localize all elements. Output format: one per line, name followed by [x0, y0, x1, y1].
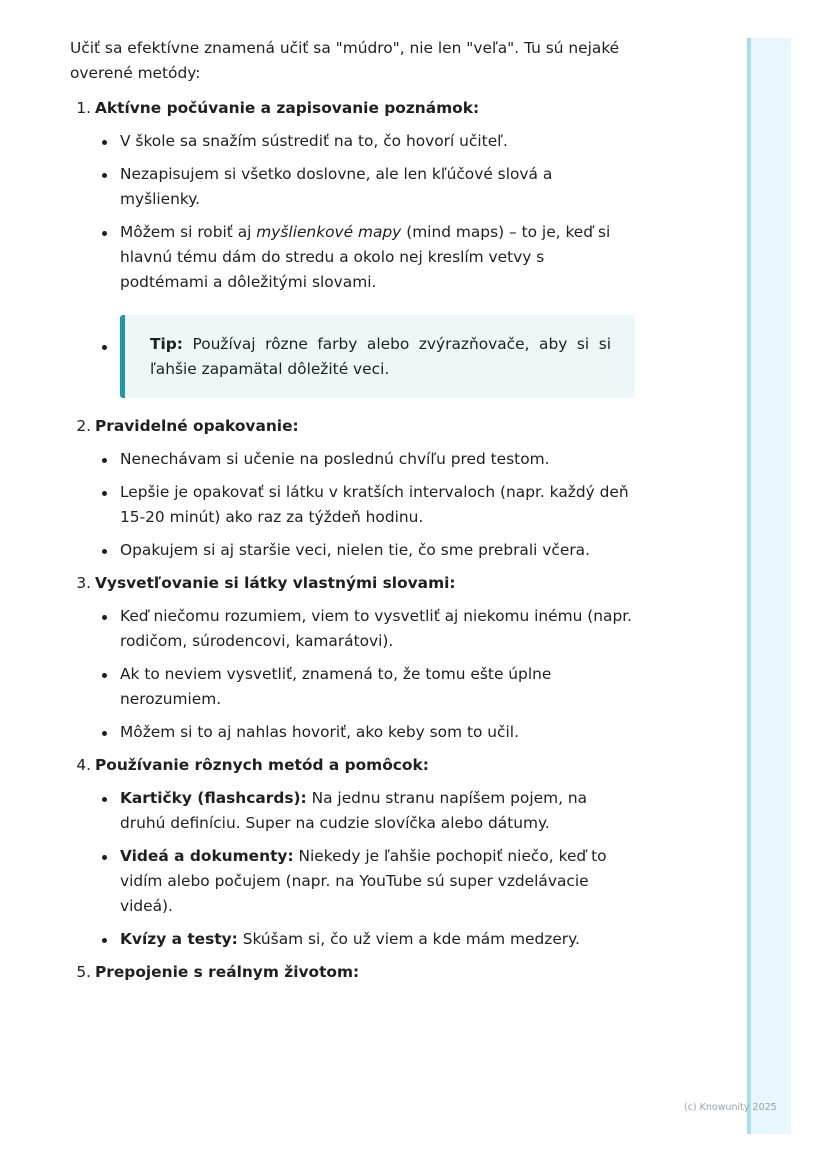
section-title: Pravidelné opakovanie: [95, 417, 299, 435]
bullet-text: Lepšie je opakovať si látku v kratších intervaloch (napr. každý deň 15-20 minút) ako raz za týždeň hodinu. [120, 483, 629, 526]
section-number: 4. [76, 756, 91, 774]
bullet-list [70, 129, 635, 398]
bullet-text: Nezapisujem si všetko doslovne, ale len kľúčové slová a myšlienky. [120, 165, 553, 208]
list-item [70, 844, 635, 919]
section-heading [70, 414, 635, 439]
bullet-icon [102, 345, 107, 350]
bullet-icon [102, 458, 107, 463]
bullet-icon [102, 673, 107, 678]
bullet-text: Skúšam si, čo už viem a kde mám medzery. [237, 930, 580, 948]
bullet-icon [102, 855, 107, 860]
bullet-lead: Kvízy a testy: [120, 930, 238, 948]
bullet-list [70, 604, 635, 745]
bullet-icon [102, 140, 107, 145]
section-number: 2. [76, 417, 91, 435]
bullet-text: V škole sa snažím sústrediť na to, čo hovorí učiteľ. [120, 132, 508, 150]
section-number: 5. [76, 963, 91, 981]
bullet-list [70, 447, 635, 563]
bullet-text: Niekedy je ľahšie pochopiť niečo, keď to vidím alebo počujem (napr. na YouTube sú super vzdelávacie videá). [120, 847, 607, 915]
methods-list [70, 96, 635, 985]
method-section [70, 96, 635, 398]
bullet-icon [102, 615, 107, 620]
tip-callout [120, 315, 635, 398]
page-side-strip [747, 38, 791, 1134]
section-heading [70, 753, 635, 778]
bullet-text: Ak to neviem vysvetliť, znamená to, že tomu ešte úplne nerozumiem. [120, 665, 552, 708]
method-section [70, 960, 635, 985]
list-item [70, 447, 635, 472]
bullet-icon [102, 549, 107, 554]
list-item [70, 162, 635, 212]
list-item [70, 129, 635, 154]
bullet-icon [102, 938, 107, 943]
bullet-text-start: Môžem si robiť aj [120, 223, 257, 241]
document-body [70, 36, 635, 993]
section-heading [70, 571, 635, 596]
section-title: Vysvetľovanie si látky vlastnými slovami: [95, 574, 456, 592]
list-item [70, 720, 635, 745]
section-heading [70, 96, 635, 121]
bullet-lead: Videá a dokumenty: [120, 847, 294, 865]
section-title: Prepojenie s reálnym životom: [95, 963, 360, 981]
section-title: Aktívne počúvanie a zapisovanie poznámok: [95, 99, 480, 117]
bullet-icon [102, 731, 107, 736]
section-number: 3. [76, 574, 91, 592]
list-item [70, 220, 635, 295]
tip-text: Používaj rôzne farby alebo zvýrazňovače, aby si si ľahšie zapamätal dôležité veci. [150, 335, 611, 378]
method-section [70, 414, 635, 563]
bullet-text: Keď niečomu rozumiem, viem to vysvetliť aj niekomu inému (napr. rodičom, súrodencovi, kamarátovi). [120, 607, 633, 650]
bullet-lead: Kartičky (flashcards): [120, 789, 307, 807]
bullet-icon [102, 231, 107, 236]
bullet-text: Opakujem si aj staršie veci, nielen tie, čo sme prebrali včera. [120, 541, 590, 559]
copyright-notice: (c) Knowunity 2025 [684, 1102, 777, 1113]
bullet-text: Môžem si to aj nahlas hovoriť, ako keby som to učil. [120, 723, 519, 741]
list-item [70, 927, 635, 952]
bullet-text-end: (mind maps) – to je, keď si hlavnú tému dám do stredu a okolo nej kreslím vetvy s podtémami a dôležitými slovami. [120, 223, 611, 291]
method-section [70, 571, 635, 745]
tip-item [70, 315, 635, 398]
bullet-icon [102, 173, 107, 178]
section-number: 1. [76, 99, 91, 117]
method-section [70, 753, 635, 952]
page-side-strip-edge [747, 38, 751, 1134]
list-item [70, 786, 635, 836]
list-item [70, 604, 635, 654]
bullet-icon [102, 797, 107, 802]
section-title: Používanie rôznych metód a pomôcok: [95, 756, 429, 774]
list-item [70, 662, 635, 712]
intro-paragraph: Učiť sa efektívne znamená učiť sa "múdro", nie len "veľa". Tu sú nejaké overené metódy: [70, 39, 620, 82]
bullet-list [70, 786, 635, 952]
section-heading [70, 960, 635, 985]
bullet-text-italic: myšlienkové mapy [256, 223, 402, 241]
list-item [70, 480, 635, 530]
bullet-icon [102, 491, 107, 496]
bullet-text: Na jednu stranu napíšem pojem, na druhú definíciu. Super na cudzie slovíčka alebo dátumy. [120, 789, 588, 832]
bullet-text: Nenechávam si učenie na poslednú chvíľu pred testom. [120, 450, 550, 468]
list-item [70, 538, 635, 563]
tip-label: Tip: [150, 335, 183, 353]
